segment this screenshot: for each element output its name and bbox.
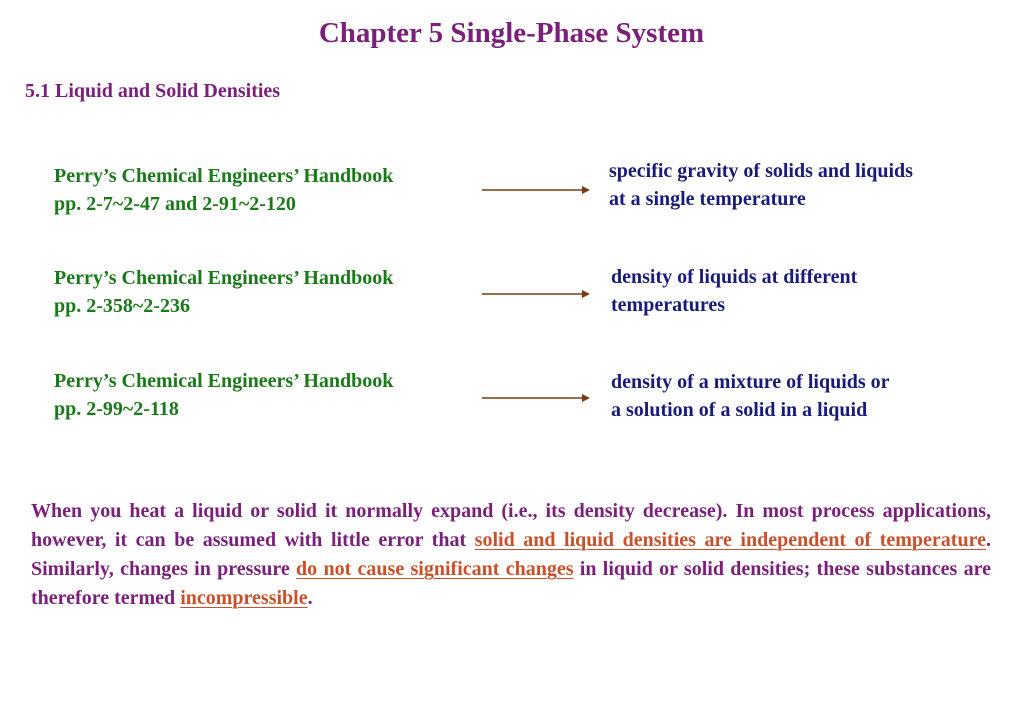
section-heading: 5.1 Liquid and Solid Densities <box>25 80 281 102</box>
emphasis-text: do not cause significant changes <box>296 558 574 580</box>
paragraph-text: in liquid or solid densities; these substances are therefore termed <box>31 558 991 609</box>
reference-title: Perry’s Chemical Engineers’ Handbook <box>54 165 394 187</box>
description-block-1 <box>609 157 913 213</box>
reference-block-2 <box>54 264 393 320</box>
description-line: temperatures <box>611 294 726 316</box>
page-title: Chapter 5 Single-Phase System <box>318 17 705 49</box>
description-line: a solution of a solid in a liquid <box>611 399 868 421</box>
description-line: density of a mixture of liquids or <box>611 371 890 393</box>
emphasis-text: solid and liquid densities are independent of temperature <box>474 529 986 551</box>
paragraph-text: . <box>307 587 313 609</box>
emphasis-text: incompressible <box>180 587 308 609</box>
reference-block-3 <box>54 367 393 423</box>
paragraph-text: When you heat a liquid or solid it normally expand (i.e., its density decrease). In most process applications, however, it can be assumed with little error that <box>31 500 991 551</box>
description-line: density of liquids at different <box>611 266 858 288</box>
reference-block-1 <box>54 162 393 218</box>
description-block-2 <box>611 263 857 319</box>
reference-pages: pp. 2-358~2-236 <box>54 295 190 317</box>
right-arrow-icon <box>482 392 590 404</box>
body-paragraph <box>31 497 991 613</box>
right-arrow-icon <box>482 288 590 300</box>
reference-pages: pp. 2-7~2-47 and 2-91~2-120 <box>54 193 296 215</box>
description-block-3 <box>611 368 890 424</box>
reference-title: Perry’s Chemical Engineers’ Handbook <box>54 267 394 289</box>
paragraph-text: . Similarly, changes in pressure <box>31 529 991 580</box>
reference-pages: pp. 2-99~2-118 <box>54 398 179 420</box>
description-line: at a single temperature <box>609 188 806 210</box>
reference-title: Perry’s Chemical Engineers’ Handbook <box>54 370 394 392</box>
right-arrow-icon <box>482 184 590 196</box>
description-line: specific gravity of solids and liquids <box>609 160 913 182</box>
